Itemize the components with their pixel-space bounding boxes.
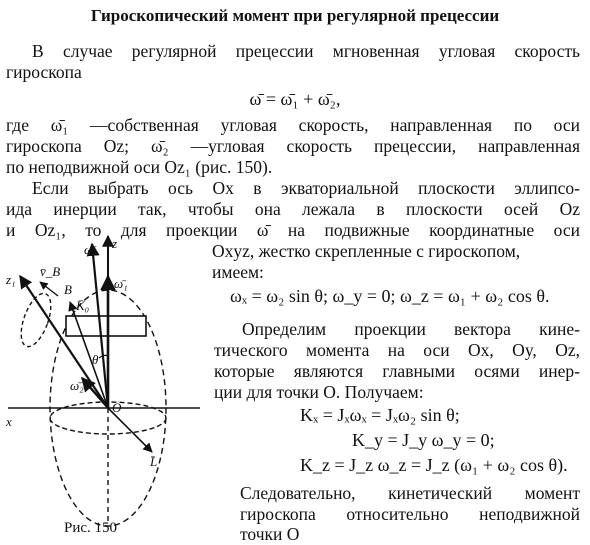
text-line-7: ида инерции так, чтобы она лежала в плоскости осей Oz [6, 199, 580, 219]
text-line-9: Oxyz, жестко скрепленные с гироскопом, [212, 241, 521, 261]
label-l: L̄ [150, 454, 158, 469]
label-omega1: ω̄₁ [114, 276, 128, 291]
label-z1: z₁ [6, 272, 16, 287]
text-line-16: гироскопа относительно неподвижной [240, 504, 580, 524]
label-z: z [112, 236, 118, 251]
figure-caption: Рис. 150 [64, 520, 118, 536]
text-line-4: гироскопа Oz; ω̄₂ —угловая скорость прецессии, направленная [6, 136, 580, 156]
text-line-2: гироскопа [6, 62, 82, 82]
text-line-15: Следовательно, кинетический момент [240, 483, 580, 503]
text-line-12: тического момента на оси Ox, Oy, Oz, [214, 340, 580, 360]
text-line-1: В случае регулярной прецессии мгновенная угловая скорость [32, 41, 580, 61]
label-omega2: ω̄₂ [70, 378, 84, 393]
equation-ky: K_y = J_y ω_y = 0; [352, 430, 495, 450]
label-x: x [6, 414, 12, 429]
section-title: Гироскопический момент при регулярной прецессии [90, 6, 500, 25]
omega2-vector [82, 378, 108, 408]
equation-omega-projections: ωₓ = ω₂ sin θ; ω_y = 0; ω_z = ω₁ + ω₂ cos θ. [230, 286, 550, 306]
text-line-17: точки O [240, 524, 300, 544]
equation-omega-sum: ω̄ = ω̄₁ + ω̄₂, [249, 89, 341, 109]
label-omega: ω̄ [84, 242, 94, 257]
text-line-6: Если выбрать ось Ox в экваториальной плоскости эллипсо- [32, 178, 580, 198]
label-k0: K̄₀ [76, 298, 90, 313]
label-vb: v̄_B [40, 264, 61, 279]
label-b: B [64, 282, 72, 297]
label-theta: θ [92, 352, 99, 367]
text-line-14: ции для точки O. Получаем: [214, 382, 424, 402]
text-line-5: по неподвижной оси Oz₁ (рис. 150). [6, 157, 273, 177]
text-line-10: имеем: [212, 262, 264, 282]
label-o: O [112, 400, 122, 415]
equation-kx: Kₓ = Jₓωₓ = Jₓω₂ sin θ; [300, 405, 460, 425]
text-line-3: где ω̄₁ —собственная угловая скорость, направленная по оси [6, 115, 580, 135]
text-line-13: которые являются главными осями инер- [214, 361, 580, 381]
text-line-8: и Oz₁, то для проекции ω̄ на подвижные координатные оси [6, 220, 580, 240]
equation-kz: K_z = J_z ω_z = J_z (ω₁ + ω₂ cos θ). [300, 455, 568, 475]
gyroscope-figure [0, 230, 210, 530]
text-line-11: Определим проекции вектора кине- [242, 319, 580, 339]
